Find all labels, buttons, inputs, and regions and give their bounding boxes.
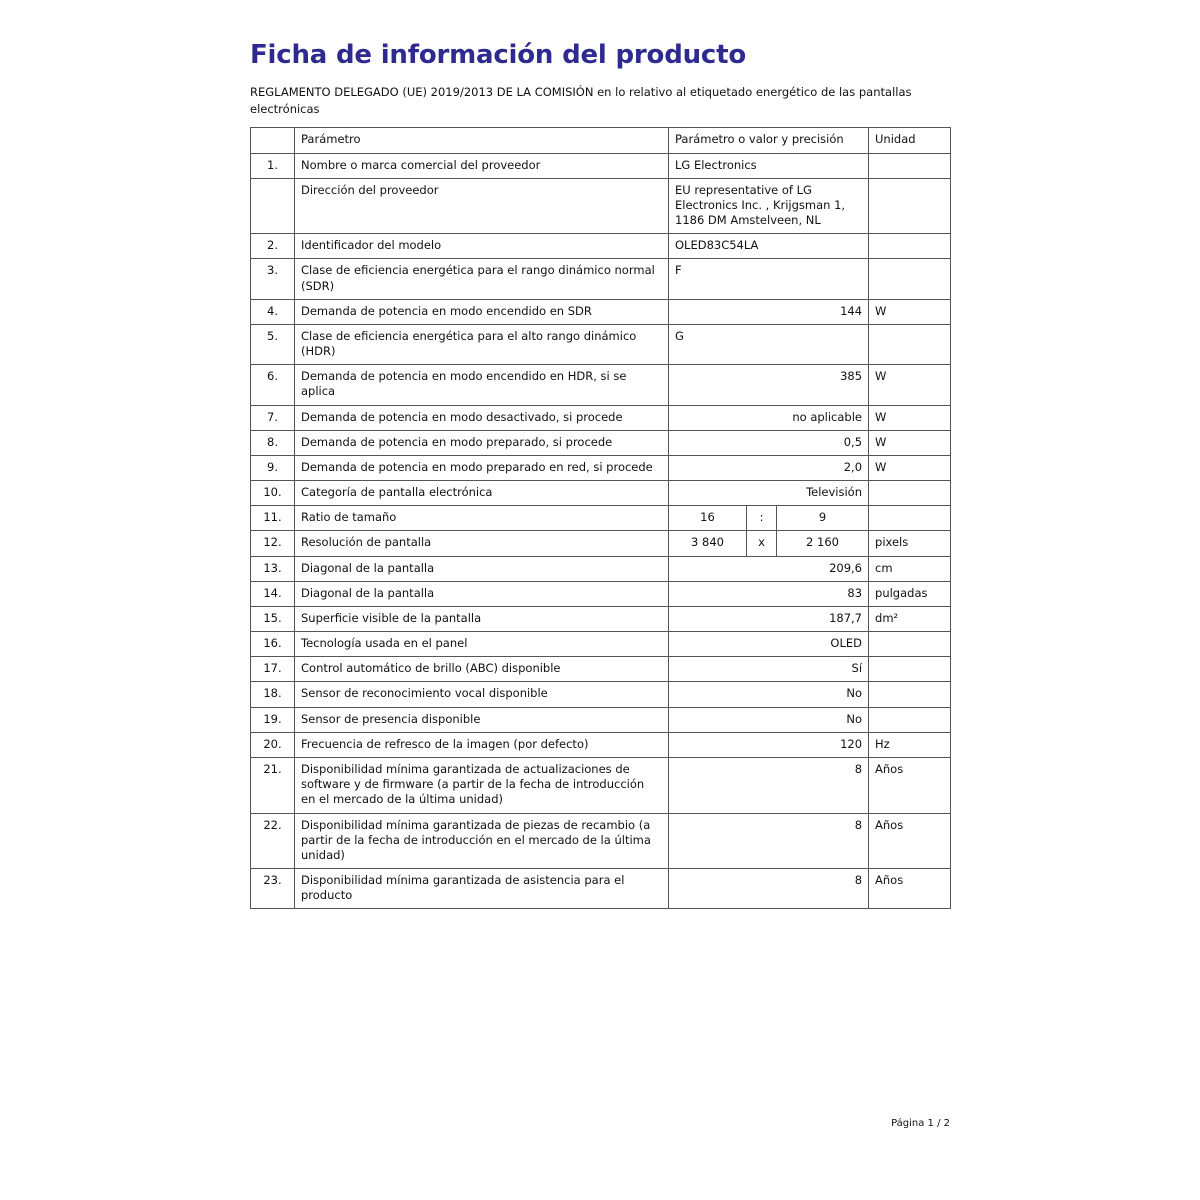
header-cell-value: Parámetro o valor y precisión (669, 128, 869, 153)
table-row (251, 813, 951, 869)
row-unit: cm (869, 556, 951, 581)
page-footer: Página 1 / 2 (891, 1118, 950, 1129)
row-number: 2. (251, 234, 295, 259)
row-unit: W (869, 405, 951, 430)
row-value: 83 (669, 581, 869, 606)
table-row (251, 324, 951, 364)
table-row (251, 732, 951, 757)
row-parameter: Sensor de presencia disponible (295, 707, 669, 732)
row-value: 8 (669, 813, 869, 869)
row-number: 15. (251, 606, 295, 631)
table-row (251, 606, 951, 631)
table-row-split (251, 531, 951, 556)
table-row (251, 682, 951, 707)
row-value: 8 (669, 869, 869, 909)
row-unit: Años (869, 757, 951, 813)
row-parameter: Demanda de potencia en modo encendido en HDR, si se aplica (295, 365, 669, 405)
row-parameter: Demanda de potencia en modo preparado en red, si procede (295, 455, 669, 480)
row-unit (869, 153, 951, 178)
row-value: no aplicable (669, 405, 869, 430)
table-row-split (251, 506, 951, 531)
table-row (251, 481, 951, 506)
row-number: 17. (251, 657, 295, 682)
row-parameter: Identificador del modelo (295, 234, 669, 259)
row-parameter: Resolución de pantalla (295, 531, 669, 556)
table-row (251, 234, 951, 259)
row-unit: dm² (869, 606, 951, 631)
row-unit: W (869, 365, 951, 405)
row-number: 20. (251, 732, 295, 757)
table-row (251, 657, 951, 682)
table-row (251, 757, 951, 813)
row-number: 12. (251, 531, 295, 556)
row-parameter: Superficie visible de la pantalla (295, 606, 669, 631)
table-row (251, 707, 951, 732)
row-value: 2,0 (669, 455, 869, 480)
row-value-separator: : (747, 506, 777, 531)
table-row (251, 405, 951, 430)
row-unit (869, 682, 951, 707)
row-number: 7. (251, 405, 295, 430)
row-value: 187,7 (669, 606, 869, 631)
row-parameter: Demanda de potencia en modo encendido en SDR (295, 299, 669, 324)
row-number: 14. (251, 581, 295, 606)
row-parameter: Disponibilidad mínima garantizada de piezas de recambio (a partir de la fecha de introducción en el mercado de la última unidad) (295, 813, 669, 869)
row-value: 8 (669, 757, 869, 813)
row-unit: W (869, 299, 951, 324)
row-parameter: Clase de eficiencia energética para el alto rango dinámico (HDR) (295, 324, 669, 364)
row-unit (869, 506, 951, 531)
row-value: Sí (669, 657, 869, 682)
row-number: 4. (251, 299, 295, 324)
row-value: 0,5 (669, 430, 869, 455)
row-number: 6. (251, 365, 295, 405)
row-parameter: Dirección del proveedor (295, 178, 669, 234)
row-parameter: Nombre o marca comercial del proveedor (295, 153, 669, 178)
row-unit: Años (869, 813, 951, 869)
table-row (251, 632, 951, 657)
row-number: 10. (251, 481, 295, 506)
row-unit (869, 481, 951, 506)
row-value: 120 (669, 732, 869, 757)
row-parameter: Demanda de potencia en modo preparado, si procede (295, 430, 669, 455)
row-parameter: Control automático de brillo (ABC) disponible (295, 657, 669, 682)
table-row (251, 455, 951, 480)
row-unit (869, 657, 951, 682)
row-value: LG Electronics (669, 153, 869, 178)
row-unit (869, 259, 951, 299)
row-parameter: Frecuencia de refresco de la imagen (por defecto) (295, 732, 669, 757)
table-row (251, 299, 951, 324)
row-unit (869, 234, 951, 259)
row-parameter: Diagonal de la pantalla (295, 581, 669, 606)
row-unit (869, 707, 951, 732)
row-parameter: Sensor de reconocimiento vocal disponible (295, 682, 669, 707)
row-unit: Hz (869, 732, 951, 757)
row-number: 16. (251, 632, 295, 657)
row-value-second: 2 160 (777, 531, 869, 556)
product-information-table (250, 127, 951, 909)
row-parameter: Diagonal de la pantalla (295, 556, 669, 581)
row-unit: W (869, 455, 951, 480)
row-parameter: Disponibilidad mínima garantizada de asistencia para el producto (295, 869, 669, 909)
row-unit: pulgadas (869, 581, 951, 606)
row-value: No (669, 682, 869, 707)
header-cell-unit: Unidad (869, 128, 951, 153)
table-row (251, 365, 951, 405)
row-number: 3. (251, 259, 295, 299)
row-number: 1. (251, 153, 295, 178)
row-parameter: Tecnología usada en el panel (295, 632, 669, 657)
row-number: 8. (251, 430, 295, 455)
row-value: 209,6 (669, 556, 869, 581)
table-row (251, 556, 951, 581)
row-number: 19. (251, 707, 295, 732)
row-number: 9. (251, 455, 295, 480)
table-row (251, 259, 951, 299)
table-row (251, 153, 951, 178)
row-value-first: 16 (669, 506, 747, 531)
row-value: F (669, 259, 869, 299)
row-value: 385 (669, 365, 869, 405)
row-value: Televisión (669, 481, 869, 506)
row-number: 23. (251, 869, 295, 909)
page-title: Ficha de información del producto (250, 40, 747, 70)
row-value: EU representative of LG Electronics Inc. , Krijgsman 1, 1186 DM Amstelveen, NL (669, 178, 869, 234)
table-row (251, 178, 951, 234)
row-unit: W (869, 430, 951, 455)
document-subtitle: REGLAMENTO DELEGADO (UE) 2019/2013 DE LA COMISIÓN en lo relativo al etiquetado energético de las pantallas electrónicas (250, 85, 912, 116)
row-number: 13. (251, 556, 295, 581)
row-unit (869, 324, 951, 364)
row-parameter: Disponibilidad mínima garantizada de actualizaciones de software y de firmware (a partir de la fecha de introducción en el mercado de la última unidad) (295, 757, 669, 813)
row-number: 21. (251, 757, 295, 813)
row-value: OLED (669, 632, 869, 657)
row-parameter: Clase de eficiencia energética para el rango dinámico normal (SDR) (295, 259, 669, 299)
header-cell-num (251, 128, 295, 153)
row-unit: pixels (869, 531, 951, 556)
row-unit: Años (869, 869, 951, 909)
table-row (251, 430, 951, 455)
row-value: G (669, 324, 869, 364)
document-page (250, 40, 950, 909)
row-number: 11. (251, 506, 295, 531)
row-value-first: 3 840 (669, 531, 747, 556)
row-unit (869, 632, 951, 657)
row-value: No (669, 707, 869, 732)
row-number: 18. (251, 682, 295, 707)
table-row (251, 581, 951, 606)
row-value-separator: x (747, 531, 777, 556)
row-unit (869, 178, 951, 234)
table-row (251, 869, 951, 909)
row-parameter: Categoría de pantalla electrónica (295, 481, 669, 506)
row-parameter: Ratio de tamaño (295, 506, 669, 531)
table-header-row (251, 128, 951, 153)
row-value: 144 (669, 299, 869, 324)
row-parameter: Demanda de potencia en modo desactivado, si procede (295, 405, 669, 430)
row-number (251, 178, 295, 234)
row-number: 22. (251, 813, 295, 869)
row-value-second: 9 (777, 506, 869, 531)
row-value: OLED83C54LA (669, 234, 869, 259)
row-number: 5. (251, 324, 295, 364)
header-cell-parameter: Parámetro (295, 128, 669, 153)
